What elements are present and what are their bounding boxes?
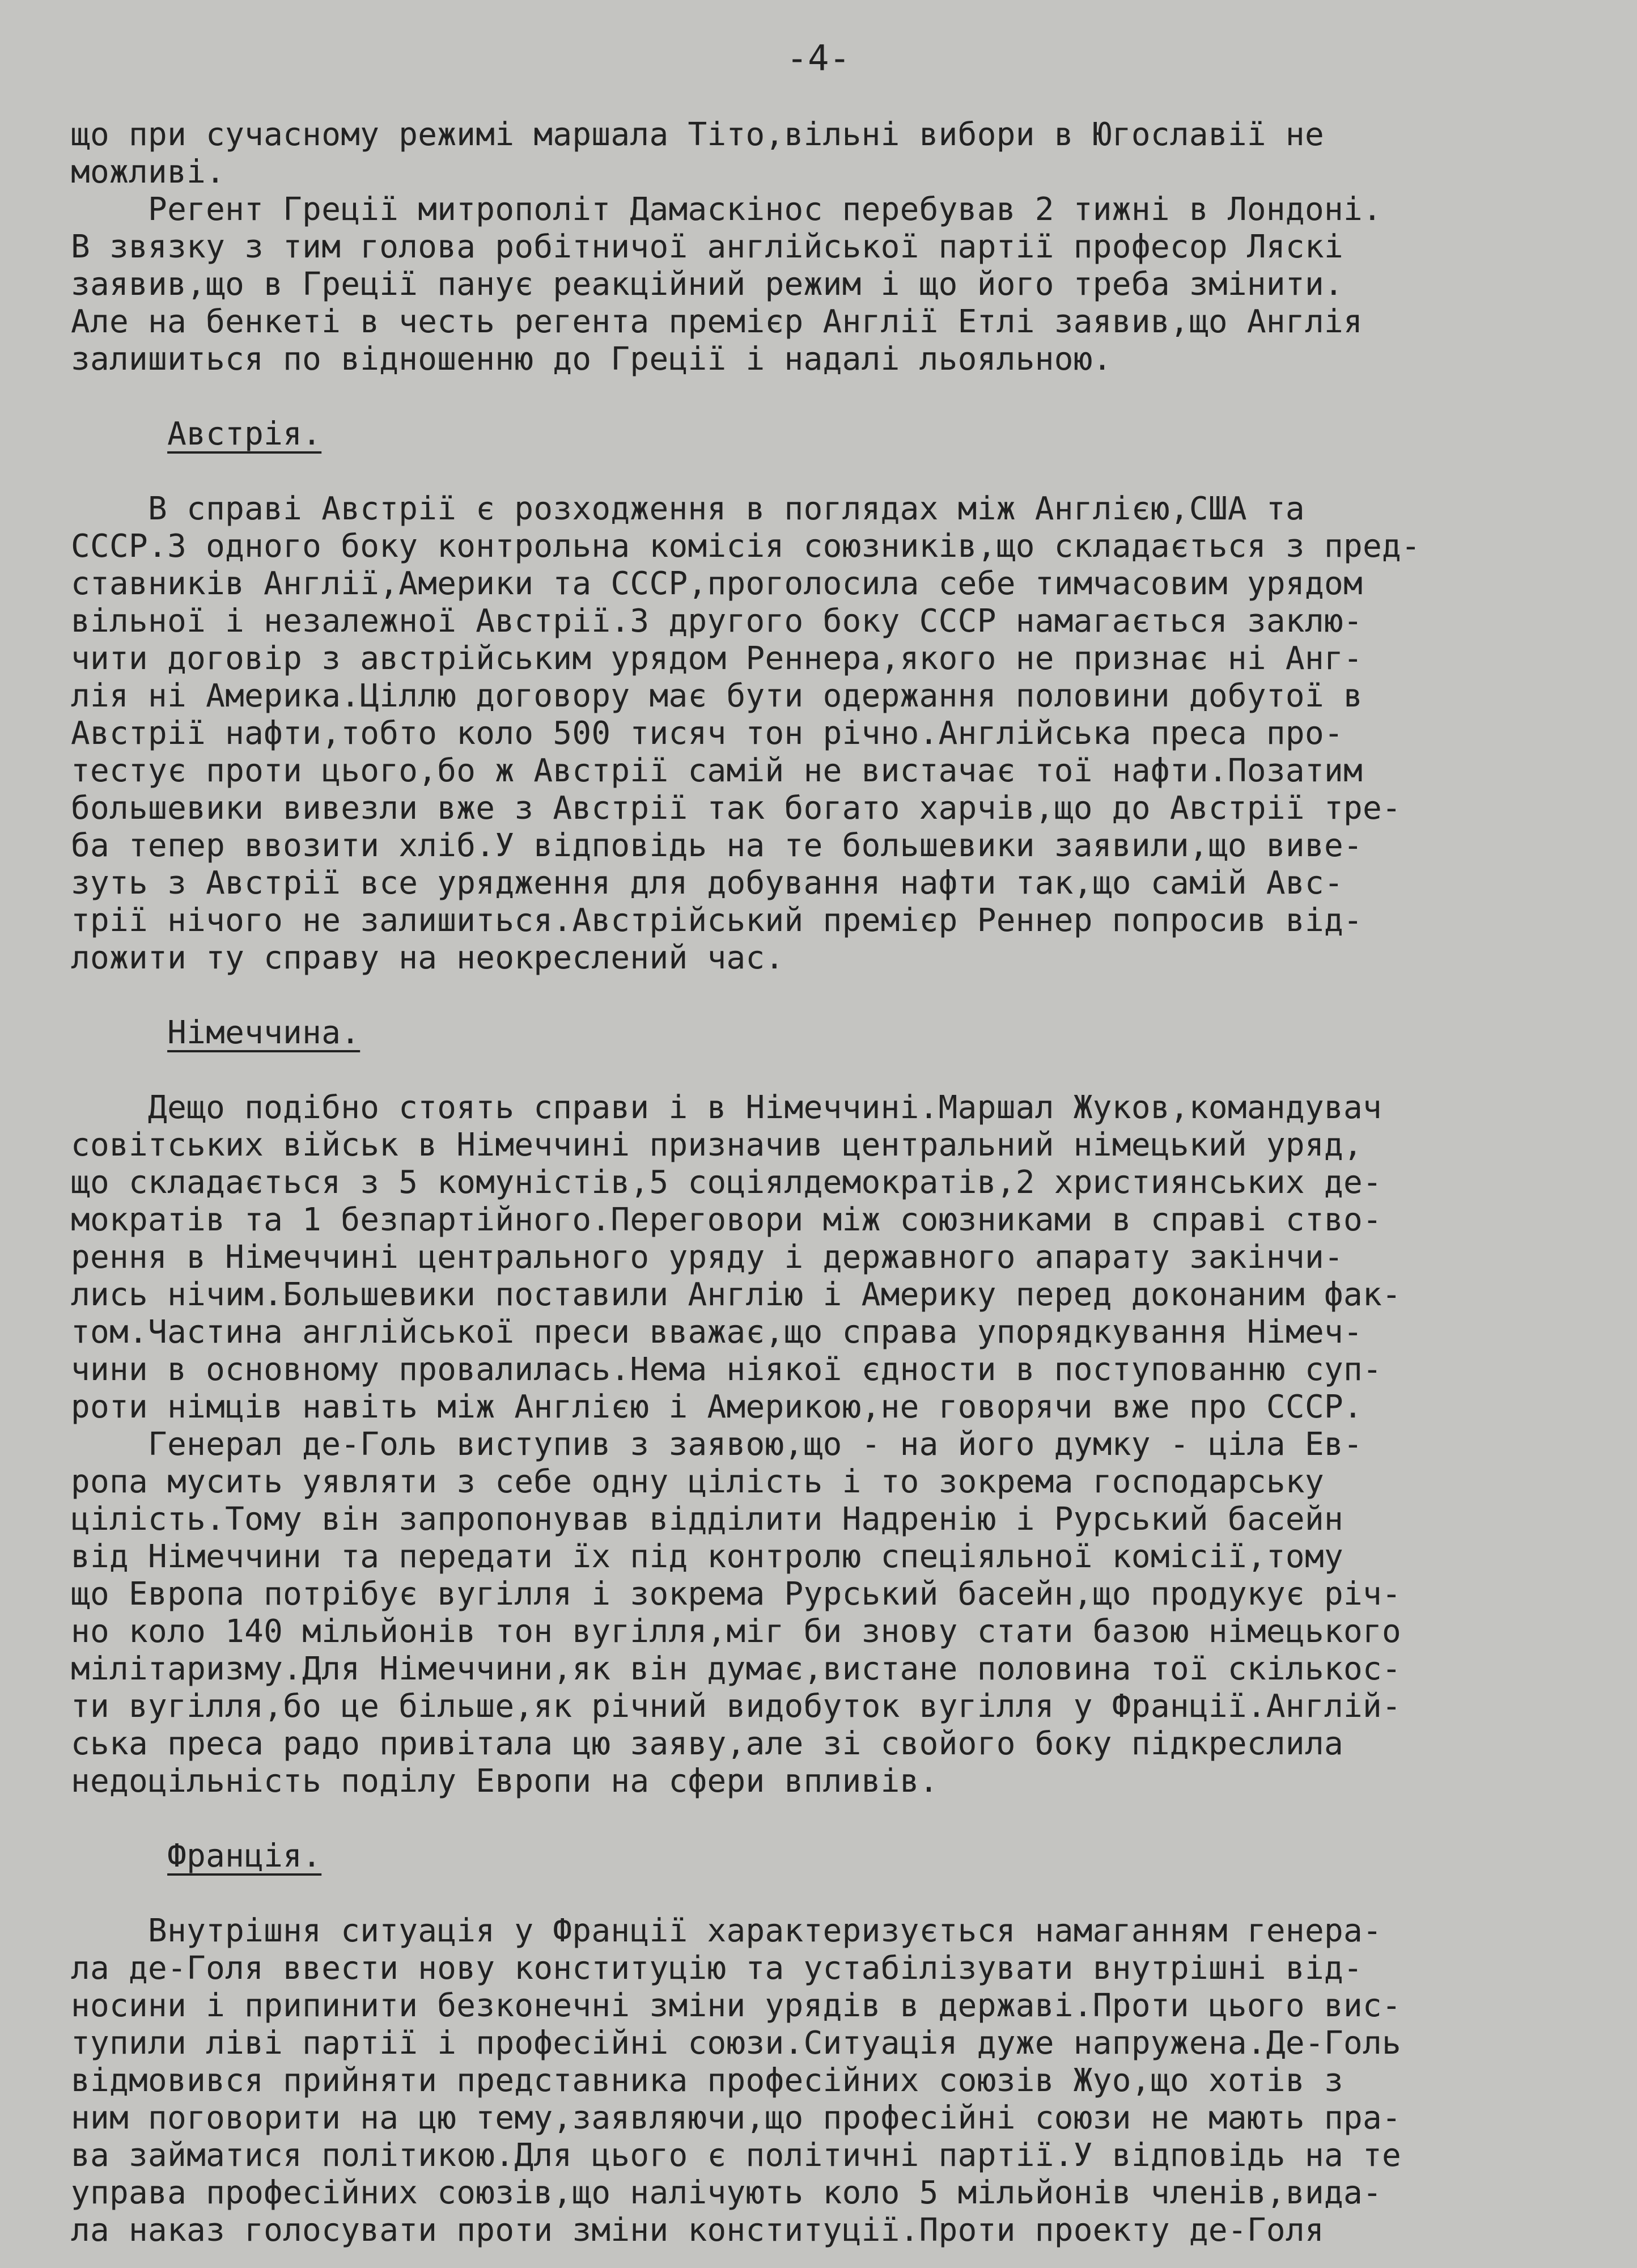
text-line: мократів та 1 безпартійного.Переговори між союзниками в справі ство- <box>71 1201 1382 1238</box>
heading-text: Франція. <box>167 1838 322 1875</box>
text-line: заявив,що в Греції панує реакційний режим і що його треба змінити. <box>71 266 1343 303</box>
text-line: но коло 140 мільйонів тон вугілля,міг би знову стати базою німецького <box>71 1613 1402 1650</box>
text-line: совітських військ в Німеччині призначив центральний німецький уряд, <box>71 1127 1363 1163</box>
spacer <box>71 1052 1590 1089</box>
text-line: В справі Австрії є розходження в поглядах між Англією,США та <box>71 490 1305 527</box>
text-line: роти німців навіть між Англією і Америкою,не говорячи вже про СССР. <box>71 1389 1363 1425</box>
text-line: управа професійних союзів,що налічують коло 5 мільйонів членів,вида- <box>71 2174 1382 2211</box>
text-line: ська преса радо привітала цю заяву,але зі свойого боку підкреслила <box>71 1725 1343 1762</box>
spacer <box>71 977 1590 1014</box>
text-line: мілітаризму.Для Німеччини,як він думає,вистане половина тої скількос- <box>71 1651 1402 1687</box>
text-line: трії нічого не залишиться.Австрійський премієр Реннер попросив від- <box>71 902 1363 939</box>
text-line: чини в основному провалилась.Нема ніякої єдности в поступованню суп- <box>71 1351 1382 1388</box>
text-line: ба тепер ввозити хліб.У відповідь на те большевики заявили,що виве- <box>71 827 1363 864</box>
section-heading-france <box>71 1838 1590 1875</box>
heading-text: Німеччина. <box>167 1014 361 1051</box>
text-line: лись нічим.Большевики поставили Англію і Америку перед доконаним фак- <box>71 1276 1402 1313</box>
text-line: Генерал де-Голь виступив з заявою,що - на його думку - ціла Ев- <box>71 1426 1363 1463</box>
section-heading-germany <box>71 1014 1590 1052</box>
text-line: чити договір з австрійським урядом Реннера,якого не признає ні Анг- <box>71 640 1363 677</box>
heading-text: Австрія. <box>167 416 322 452</box>
text-line: Внутрішня ситуація у Франції характеризується намаганням генера- <box>71 1912 1382 1949</box>
text-line: ва займатися політикою.Для цього є політичні партії.У відповідь на те <box>71 2137 1402 2174</box>
text-line: ложити ту справу на неокреслений час. <box>71 940 784 976</box>
text-line: що при сучасному режимі маршала Тіто,вільні вибори в Югославії не <box>71 116 1324 153</box>
text-line: Але на бенкеті в честь регента премієр Англії Етлі заявив,що Англія <box>71 303 1363 340</box>
paragraph-germany <box>71 1089 1590 1426</box>
text-line: недоцільність поділу Европи на сфери впливів. <box>71 1763 939 1800</box>
spacer <box>71 1875 1590 1912</box>
text-line: відмовився прийняти представника професійних союзів Жуо,що хотів з <box>71 2062 1343 2099</box>
text-line: лія ні Америка.Ціллю договору має бути одержання половини добутої в <box>71 678 1363 714</box>
text-line: В звязку з тим голова робітничої англійської партії професор Ляскі <box>71 229 1343 265</box>
text-line: що складається з 5 комуністів,5 соціялдемократів,2 християнських де- <box>71 1164 1382 1201</box>
text-line: цілість.Тому він запропонував відділити Надренію і Рурський басейн <box>71 1501 1343 1538</box>
text-line: носини і припинити безконечні зміни урядів в державі.Проти цього вис- <box>71 1987 1402 2024</box>
text-line: тупили ліві партії і професійні союзи.Ситуація дуже напружена.Де-Голь <box>71 2025 1402 2062</box>
text-line: ла де-Голя ввести нову конституцію та устабілізувати внутрішні від- <box>71 1950 1363 1987</box>
text-line: можливі. <box>71 154 226 191</box>
text-line: ти вугілля,бо це більше,як річний видобуток вугілля у Франції.Англій- <box>71 1688 1402 1725</box>
text-line: ла наказ голосувати проти зміни конституції.Проти проекту де-Голя <box>71 2212 1324 2249</box>
text-line: ним поговорити на цю тему,заявляючи,що професійні союзи не мають пра- <box>71 2100 1402 2136</box>
paragraph-greece <box>71 191 1590 378</box>
spacer <box>71 453 1590 490</box>
paragraph-de-gaulle-statement <box>71 1426 1590 1800</box>
paragraph-france <box>71 1912 1590 2249</box>
text-line: ставників Англії,Америки та СССР,проголосила себе тимчасовим урядом <box>71 565 1363 602</box>
text-line: рення в Німеччині центрального уряду і державного апарату закінчи- <box>71 1239 1343 1276</box>
paragraph-yugoslavia-end <box>71 116 1590 191</box>
text-line: тестує проти цього,бо ж Австрії самій не вистачає тої нафти.Позатим <box>71 752 1363 789</box>
text-line: Регент Греції митрополіт Дамаскінос перебував 2 тижні в Лондоні. <box>71 191 1382 228</box>
document-body <box>71 116 1590 2249</box>
text-line: від Німеччини та передати їх під контролю спеціяльної комісії,тому <box>71 1538 1343 1575</box>
spacer <box>71 378 1590 416</box>
text-line: що Европа потрібує вугілля і зокрема Рурський басейн,що продукує річ- <box>71 1576 1402 1613</box>
text-line: ропа мусить уявляти з себе одну цілість і то зокрема господарську <box>71 1463 1324 1500</box>
page-number: -4- <box>786 37 851 79</box>
spacer <box>71 1800 1590 1838</box>
text-line: большевики вивезли вже з Австрії так богато харчів,що до Австрії тре- <box>71 790 1402 827</box>
section-heading-austria <box>71 416 1590 453</box>
text-line: СССР.З одного боку контрольна комісія союзників,що складається з пред- <box>71 528 1421 565</box>
text-line: том.Частина англійської преси вважає,що справа упорядкування Німеч- <box>71 1314 1363 1351</box>
text-line: Дещо подібно стоять справи і в Німеччині.Маршал Жуков,командувач <box>71 1089 1382 1126</box>
paragraph-austria <box>71 490 1590 977</box>
text-line: вільної і незалежної Австрії.З другого боку СССР намагається заклю- <box>71 603 1363 640</box>
text-line: залишиться по відношенню до Греції і надалі льояльною. <box>71 341 1112 378</box>
text-line: зуть з Австрії все урядження для добування нафти так,що самій Авс- <box>71 865 1343 902</box>
text-line: Австрії нафти,тобто коло 500 тисяч тон річно.Англійська преса про- <box>71 715 1343 752</box>
